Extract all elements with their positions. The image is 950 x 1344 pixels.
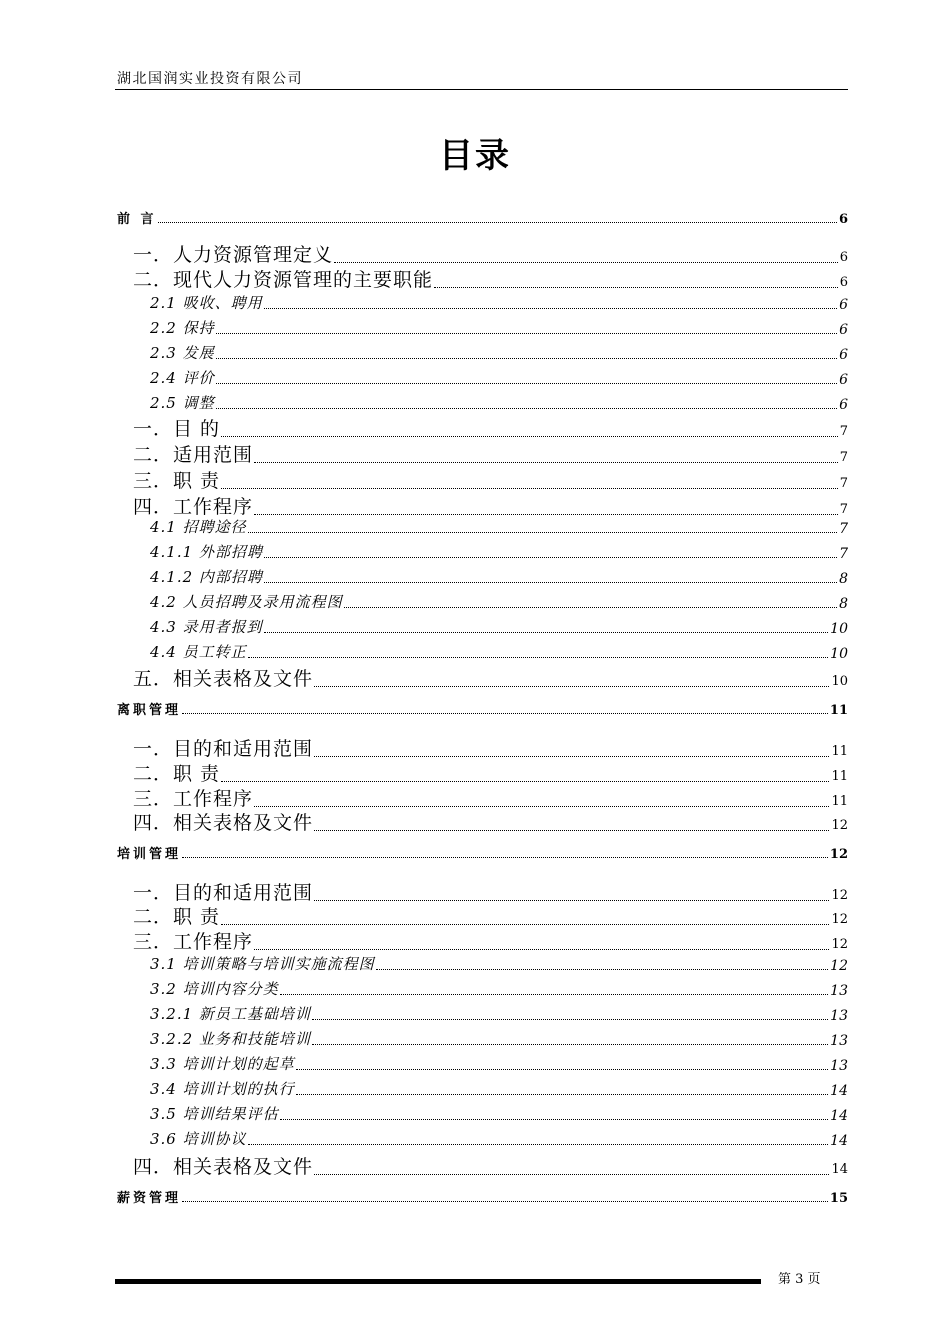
toc-entry[interactable] xyxy=(133,902,848,929)
toc-entry-page: 12 xyxy=(831,818,848,833)
toc-entry-label: 二．适用范围 xyxy=(133,444,254,466)
toc-dot-leader xyxy=(264,308,837,309)
toc-entry[interactable] xyxy=(117,699,848,718)
toc-dot-leader xyxy=(344,607,837,608)
toc-dot-leader xyxy=(376,969,829,970)
toc-dot-leader xyxy=(221,488,838,489)
toc-entry-page: 13 xyxy=(830,983,848,999)
toc-entry-label: 3.1 培训策略与培训实施流程图 xyxy=(150,955,375,973)
toc-entry[interactable] xyxy=(133,265,848,292)
toc-entry-label: 二．职 责 xyxy=(133,906,221,928)
toc-entry-page: 13 xyxy=(830,1058,848,1074)
footer-page-number: 第 3 页 xyxy=(778,1272,821,1287)
toc-entry-label: 前 言 xyxy=(117,212,157,227)
toc-entry[interactable] xyxy=(133,664,848,691)
toc-dot-leader xyxy=(312,1019,828,1020)
toc-entry[interactable] xyxy=(133,759,848,786)
toc-entry-page: 6 xyxy=(839,347,848,363)
toc-entry[interactable] xyxy=(117,843,848,862)
page-title: 目录 xyxy=(439,136,511,176)
toc-dot-leader xyxy=(314,830,829,831)
toc-dot-leader xyxy=(264,632,829,633)
header-company-name: 湖北国润实业投资有限公司 xyxy=(117,71,303,87)
toc-entry[interactable] xyxy=(150,516,848,537)
toc-entry-page: 11 xyxy=(831,769,848,784)
toc-entry[interactable] xyxy=(133,466,848,493)
toc-entry-page: 14 xyxy=(830,1108,848,1124)
toc-entry-label: 3.2.1 新员工基础培训 xyxy=(150,1005,311,1023)
toc-entry-label: 4.1 招聘途径 xyxy=(150,518,247,536)
toc-entry[interactable] xyxy=(150,978,848,999)
toc-entry[interactable] xyxy=(117,208,848,227)
toc-dot-leader xyxy=(314,686,829,687)
toc-entry-label: 3.3 培训计划的起草 xyxy=(150,1055,295,1073)
toc-entry-page: 7 xyxy=(839,450,848,465)
toc-entry[interactable] xyxy=(150,317,848,338)
toc-entry-page: 11 xyxy=(831,744,848,759)
toc-entry-page: 13 xyxy=(830,1033,848,1049)
toc-dot-leader xyxy=(314,1174,829,1175)
toc-entry-page: 14 xyxy=(831,1162,848,1177)
toc-entry-label: 一．目的和适用范围 xyxy=(133,738,314,760)
toc-entry-page: 7 xyxy=(839,476,848,491)
toc-dot-leader xyxy=(312,1044,828,1045)
toc-entry[interactable] xyxy=(150,1078,848,1099)
toc-entry-page: 8 xyxy=(839,596,848,612)
toc-dot-leader xyxy=(434,287,838,288)
toc-entry-page: 11 xyxy=(829,703,848,718)
toc-entry-label: 4.1.2 内部招聘 xyxy=(150,568,263,586)
toc-entry-page: 11 xyxy=(831,794,848,809)
toc-entry-label: 2.3 发展 xyxy=(150,344,215,362)
toc-dot-leader xyxy=(248,657,829,658)
toc-entry[interactable] xyxy=(150,342,848,363)
toc-entry-page: 15 xyxy=(829,1191,848,1206)
toc-entry-label: 一．目的和适用范围 xyxy=(133,882,314,904)
toc-entry[interactable] xyxy=(133,734,848,761)
toc-dot-leader xyxy=(314,756,829,757)
toc-dot-leader xyxy=(158,222,837,223)
toc-entry-label: 2.2 保持 xyxy=(150,319,215,337)
toc-dot-leader xyxy=(264,582,837,583)
toc-entry-label: 四．相关表格及文件 xyxy=(133,1156,314,1178)
toc-dot-leader xyxy=(254,806,829,807)
toc-entry-page: 6 xyxy=(839,372,848,388)
toc-entry-page: 7 xyxy=(839,521,848,537)
toc-entry-page: 14 xyxy=(830,1083,848,1099)
toc-entry[interactable] xyxy=(133,414,848,441)
toc-dot-leader xyxy=(216,408,837,409)
toc-entry[interactable] xyxy=(133,927,848,954)
toc-entry-page: 10 xyxy=(830,646,848,662)
toc-dot-leader xyxy=(296,1094,829,1095)
toc-entry-page: 13 xyxy=(830,1008,848,1024)
toc-entry[interactable] xyxy=(133,240,848,267)
toc-dot-leader xyxy=(254,949,829,950)
toc-entry-label: 2.5 调整 xyxy=(150,394,215,412)
toc-entry-label: 一．人力资源管理定义 xyxy=(133,244,334,266)
toc-entry-label: 4.2 人员招聘及录用流程图 xyxy=(150,593,343,611)
toc-entry-label: 4.3 录用者报到 xyxy=(150,618,263,636)
toc-dot-leader xyxy=(248,532,837,533)
toc-entry-label: 3.2.2 业务和技能培训 xyxy=(150,1030,311,1048)
toc-dot-leader xyxy=(280,1119,829,1120)
toc-entry[interactable] xyxy=(150,591,848,612)
toc-entry-label: 2.4 评价 xyxy=(150,369,215,387)
toc-entry-label: 二．现代人力资源管理的主要职能 xyxy=(133,269,434,291)
toc-entry-page: 12 xyxy=(829,847,848,862)
toc-entry-label: 三．工作程序 xyxy=(133,788,254,810)
toc-entry-label: 3.6 培训协议 xyxy=(150,1130,247,1148)
toc-entry[interactable] xyxy=(133,492,848,519)
toc-entry[interactable] xyxy=(133,878,848,905)
toc-entry-page: 6 xyxy=(839,397,848,413)
toc-entry-label: 三．职 责 xyxy=(133,470,221,492)
toc-entry[interactable] xyxy=(133,784,848,811)
toc-entry[interactable] xyxy=(133,440,848,467)
toc-entry-label: 四．相关表格及文件 xyxy=(133,812,314,834)
toc-entry-label: 五．相关表格及文件 xyxy=(133,668,314,690)
toc-entry-label: 2.1 吸收、聘用 xyxy=(150,294,263,312)
toc-entry-page: 12 xyxy=(830,958,848,974)
toc-entry-label: 4.1.1 外部招聘 xyxy=(150,543,263,561)
toc-dot-leader xyxy=(182,857,828,858)
toc-dot-leader xyxy=(254,462,838,463)
toc-entry-page: 6 xyxy=(839,322,848,338)
toc-entry[interactable] xyxy=(150,953,848,974)
toc-entry-page: 8 xyxy=(839,571,848,587)
toc-entry[interactable] xyxy=(150,616,848,637)
toc-entry-page: 6 xyxy=(839,297,848,313)
toc-entry-page: 12 xyxy=(831,937,848,952)
toc-entry-page: 6 xyxy=(838,212,848,227)
toc-entry-page: 6 xyxy=(839,250,848,265)
toc-entry[interactable] xyxy=(117,1187,848,1206)
toc-dot-leader xyxy=(221,924,829,925)
toc-dot-leader xyxy=(264,557,837,558)
toc-entry-page: 12 xyxy=(831,912,848,927)
toc-dot-leader xyxy=(280,994,829,995)
toc-dot-leader xyxy=(216,358,837,359)
toc-entry[interactable] xyxy=(150,541,848,562)
toc-dot-leader xyxy=(254,514,838,515)
toc-entry-page: 7 xyxy=(839,424,848,439)
toc-entry[interactable] xyxy=(150,1128,848,1149)
toc-entry[interactable] xyxy=(150,1028,848,1049)
toc-dot-leader xyxy=(182,1201,828,1202)
toc-entry[interactable] xyxy=(150,1103,848,1124)
toc-entry[interactable] xyxy=(150,292,848,313)
toc-dot-leader xyxy=(314,900,829,901)
toc-dot-leader xyxy=(221,436,838,437)
toc-entry-label: 3.5 培训结果评估 xyxy=(150,1105,279,1123)
toc-dot-leader xyxy=(248,1144,829,1145)
footer-divider xyxy=(115,1279,761,1284)
toc-entry[interactable] xyxy=(150,1053,848,1074)
toc-entry[interactable] xyxy=(150,367,848,388)
toc-entry[interactable] xyxy=(133,808,848,835)
toc-entry-page: 6 xyxy=(839,275,848,290)
toc-dot-leader xyxy=(216,383,837,384)
toc-dot-leader xyxy=(216,333,837,334)
toc-entry-label: 培训管理 xyxy=(117,847,182,862)
toc-entry-label: 二．职 责 xyxy=(133,763,221,785)
toc-dot-leader xyxy=(221,781,829,782)
toc-entry-label: 3.4 培训计划的执行 xyxy=(150,1080,295,1098)
toc-entry-label: 一．目 的 xyxy=(133,418,221,440)
toc-entry-label: 四．工作程序 xyxy=(133,496,254,518)
toc-entry-label: 离职管理 xyxy=(117,703,182,718)
toc-entry[interactable] xyxy=(150,566,848,587)
toc-entry-page: 14 xyxy=(830,1133,848,1149)
toc-entry-label: 薪资管理 xyxy=(117,1191,182,1206)
toc-entry[interactable] xyxy=(133,1152,848,1179)
toc-entry-label: 3.2 培训内容分类 xyxy=(150,980,279,998)
toc-entry-page: 10 xyxy=(830,621,848,637)
toc-entry-label: 三．工作程序 xyxy=(133,931,254,953)
toc-entry[interactable] xyxy=(150,1003,848,1024)
toc-entry-page: 12 xyxy=(831,888,848,903)
toc-entry[interactable] xyxy=(150,392,848,413)
toc-entry[interactable] xyxy=(150,641,848,662)
toc-entry-page: 7 xyxy=(839,502,848,517)
toc-dot-leader xyxy=(296,1069,829,1070)
toc-entry-page: 10 xyxy=(831,674,848,689)
toc-entry-label: 4.4 员工转正 xyxy=(150,643,247,661)
toc-dot-leader xyxy=(334,262,838,263)
toc-dot-leader xyxy=(182,713,828,714)
toc-entry-page: 7 xyxy=(839,546,848,562)
